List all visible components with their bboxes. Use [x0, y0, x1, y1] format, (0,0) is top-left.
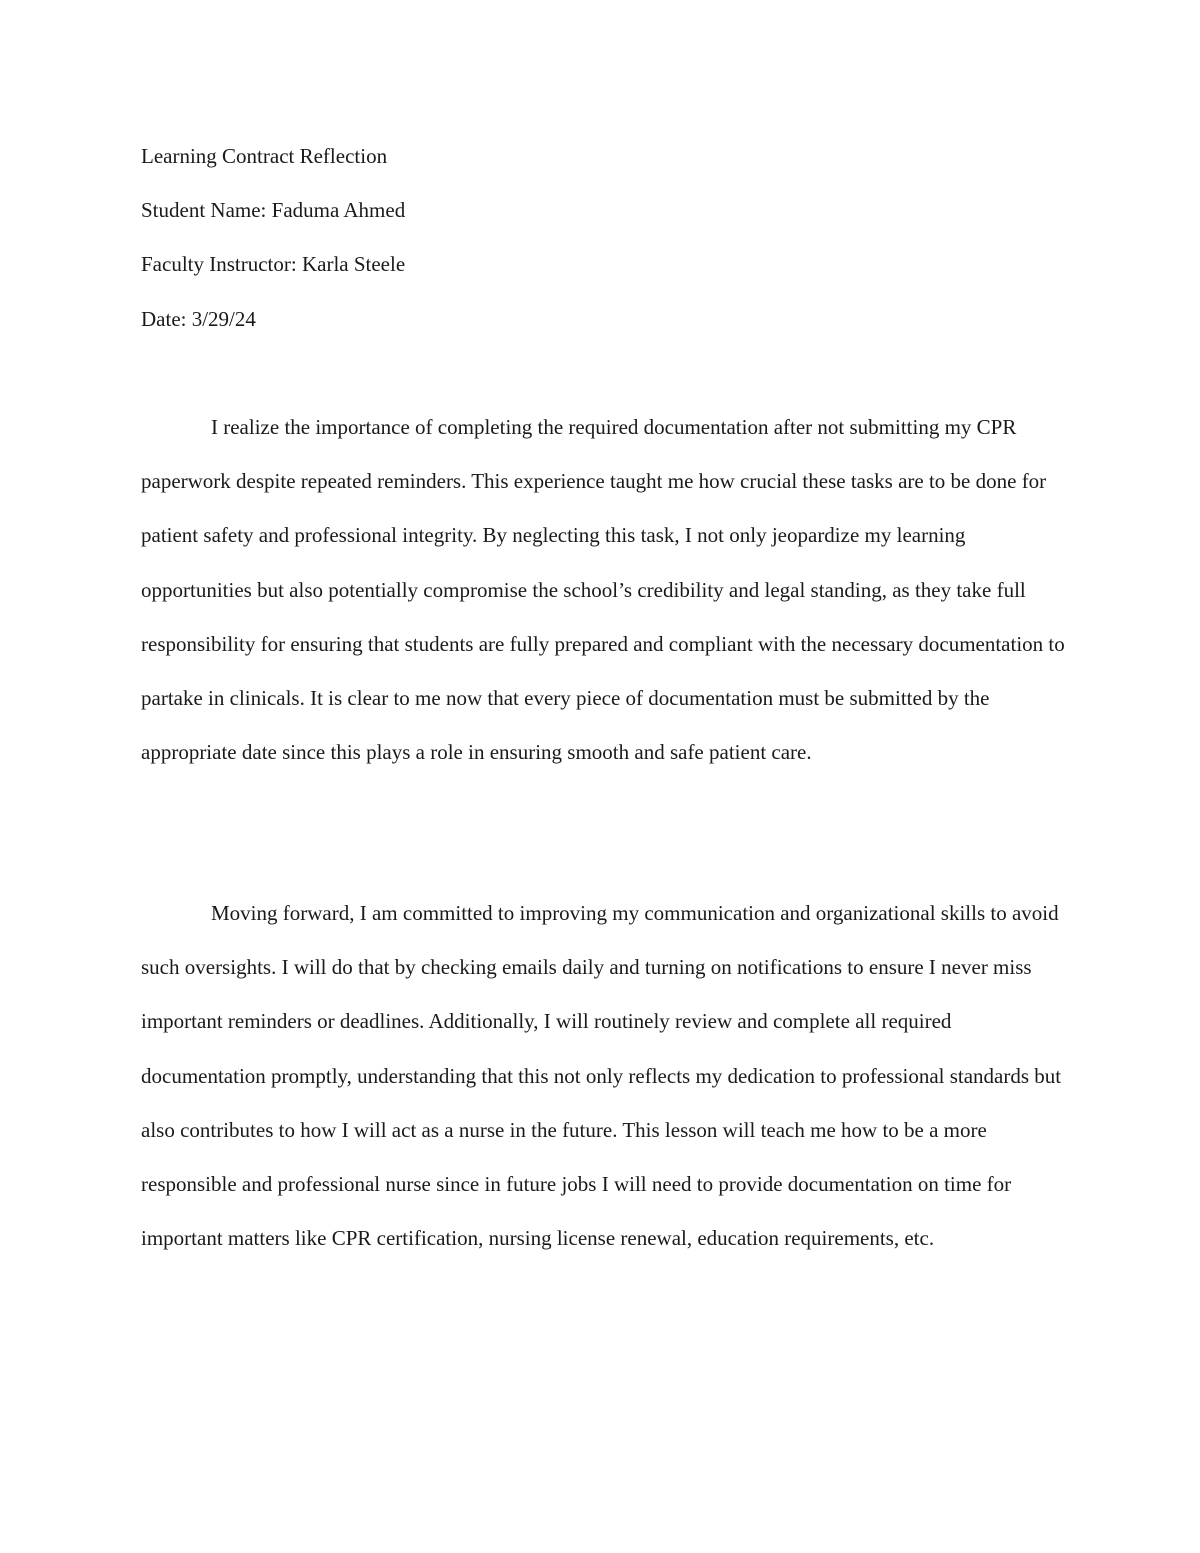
date-line: Date: 3/29/24 [141, 306, 256, 331]
reflection-paragraph-1: I realize the importance of completing the required documentation after not submitting my CPR paperwork despite repeated reminders. This experience taught me how crucial these tasks are to be done for patient safety and professional integrity. By neglecting this task, I not only jeopardize my learning opportunities but also potentially compromise the school’s credibility and legal standing, as they take full responsibility for ensuring that students are fully prepared and compliant with the necessary documentation to partake in clinicals. It is clear to me now that every piece of documentation must be submitted by the appropriate date since this plays a role in ensuring smooth and safe patient care. [141, 415, 1065, 765]
faculty-instructor-line: Faculty Instructor: Karla Steele [141, 252, 406, 277]
reflection-paragraph-2: Moving forward, I am committed to improving my communication and organizational skills to avoid such oversights. I will do that by checking emails daily and turning on notifications to ensure I never miss important reminders or deadlines. Additionally, I will routinely review and complete all required documentation promptly, understanding that this not only reflects my dedication to professional standards but also contributes to how I will act as a nurse in the future. This lesson will teach me how to be a more responsible and professional nurse since in future jobs I will need to provide documentation on time for important matters like CPR certification, nursing license renewal, education requirements, etc. [141, 901, 1062, 1251]
student-name-line: Student Name: Faduma Ahmed [141, 198, 406, 223]
document-header [141, 140, 1071, 357]
document-title: Learning Contract Reflection [141, 144, 388, 168]
